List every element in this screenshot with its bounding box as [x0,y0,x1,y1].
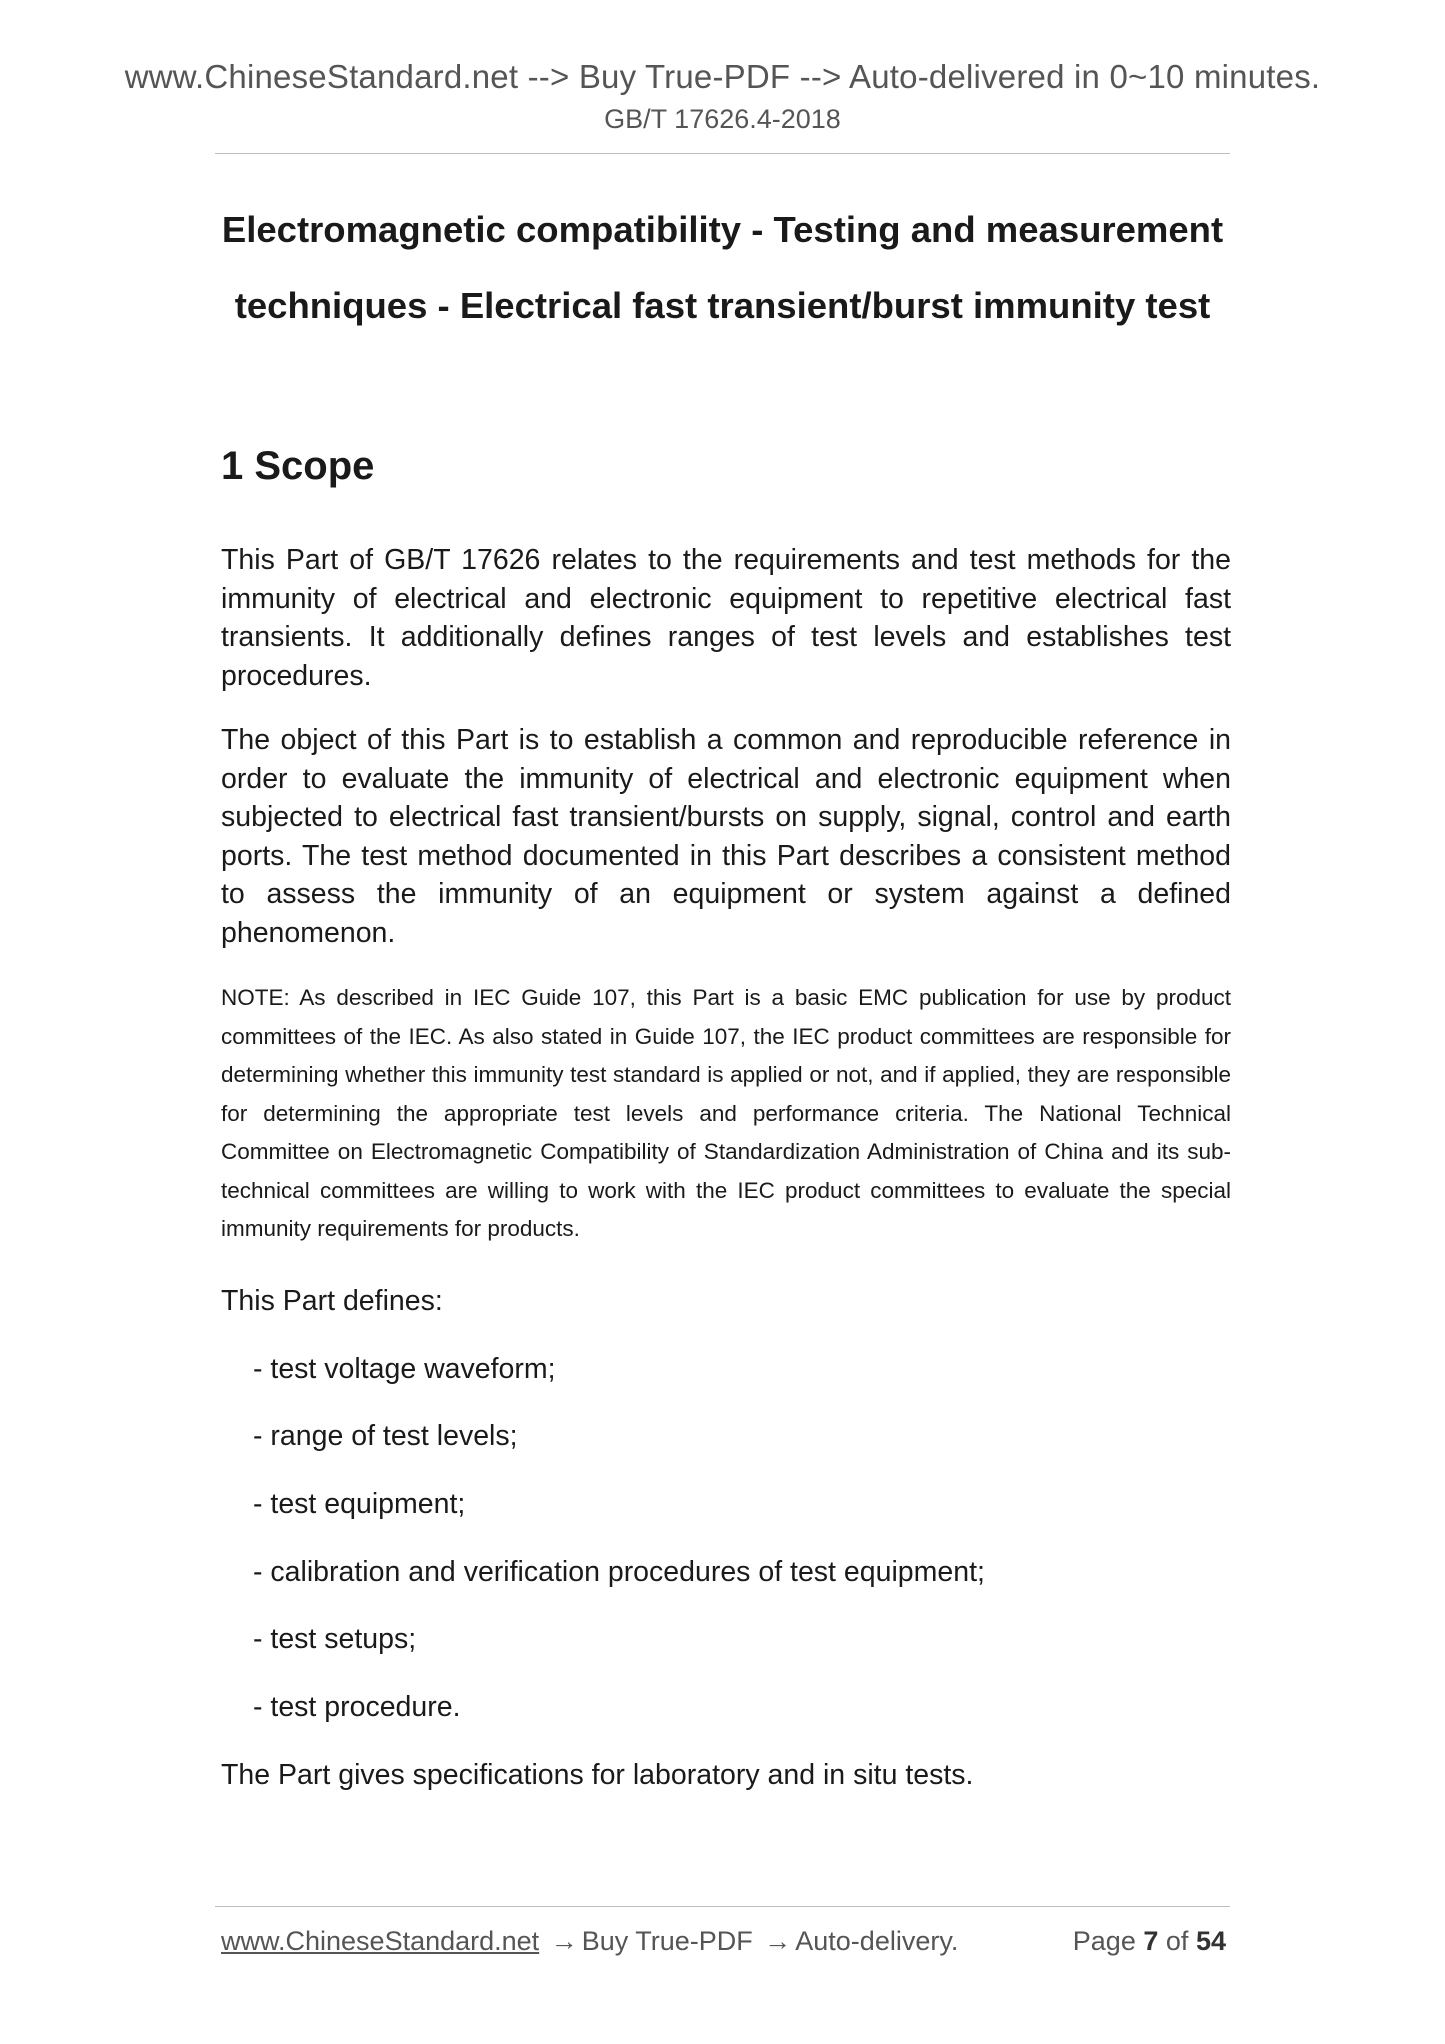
list-item: - test setups; [253,1623,417,1655]
defines-intro: This Part defines: [221,1285,443,1317]
footer-site-link[interactable]: www.ChineseStandard.net [221,1926,540,1956]
scope-paragraph-2: The object of this Part is to establish a common and reproducible reference in order to evaluate the immunity of electrical and electronic equipment when subjected to electrical fast transient/bursts on supply, signal, control and earth ports. The test method documented in this Part describes a consistent method to assess the immunity of an equipment or system against a defined phenomenon. [221,724,1231,949]
list-item: - test equipment; [253,1488,466,1520]
header-promo-line: www.ChineseStandard.net --> Buy True-PDF --> Auto-delivered in 0~10 minutes. [124,58,1321,95]
section-heading-scope: 1 Scope [221,444,375,488]
list-item: - range of test levels; [253,1420,518,1452]
footer-links [221,1926,958,1957]
document-title-line-2: techniques - Electrical fast transient/burst immunity test [234,285,1211,326]
list-item: - calibration and verification procedures of test equipment; [253,1556,985,1588]
footer-divider [215,1906,1230,1907]
document-title [215,192,1230,344]
footer-buy-text: Buy True-PDF [581,1926,753,1956]
page-word: Page [1072,1926,1136,1956]
page-number [1073,1926,1226,1957]
list-item: - test voltage waveform; [253,1353,556,1385]
list-item: - test procedure. [253,1691,461,1723]
footer-delivery-text: Auto-delivery. [795,1926,959,1956]
page-of: of [1165,1926,1189,1956]
closing-paragraph: The Part gives specifications for laboratory and in situ tests. [221,1759,974,1791]
document-title-line-1: Electromagnetic compatibility - Testing and measurement [221,209,1224,250]
scope-paragraph-1: This Part of GB/T 17626 relates to the requirements and test methods for the immunity of electrical and electronic equipment to repetitive electrical fast transients. It additionally defines ranges of test levels and establishes test procedures. [221,544,1231,692]
header-standard-number: GB/T 17626.4-2018 [604,104,841,134]
arrow-right-icon: → [550,1926,578,1956]
page-current: 7 [1143,1926,1159,1956]
arrow-right-icon: → [764,1926,792,1956]
scope-note: NOTE: As described in IEC Guide 107, this Part is a basic EMC publication for use by product committees of the IEC. As also stated in Guide 107, the IEC product committees are responsible for determining whether this immunity test standard is applied or not, and if applied, they are responsible for determining the appropriate test levels and performance criteria. The National Technical Committee on Electromagnetic Compatibility of Standardization Administration of China and its sub-technical committees are willing to work with the IEC product committees to evaluate the special immunity requirements for products. [221,985,1231,1241]
header-divider [215,153,1230,154]
page-total: 54 [1195,1926,1226,1956]
